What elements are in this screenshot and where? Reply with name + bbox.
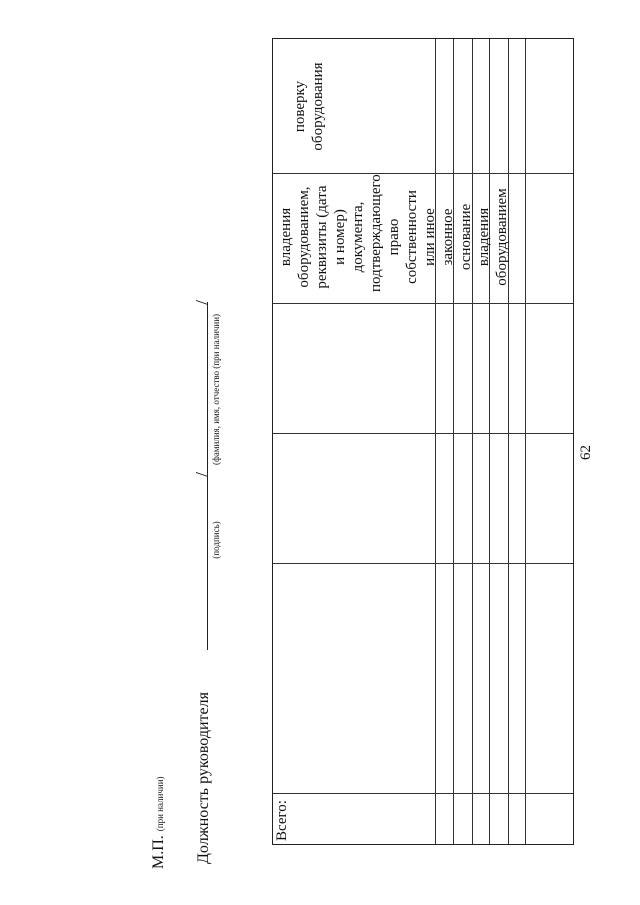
name-caption: (фамилия, имя, отчество (при наличии) bbox=[211, 313, 221, 466]
stamp-note: (при наличии) bbox=[155, 776, 165, 832]
table-col-divider bbox=[273, 433, 573, 434]
equipment-table bbox=[272, 38, 574, 845]
table-col-divider bbox=[273, 563, 573, 564]
table-row-divider bbox=[508, 39, 509, 844]
signature-caption: (подпись) bbox=[211, 521, 221, 559]
position-label: Должность руководителя bbox=[195, 692, 212, 864]
name-line bbox=[207, 302, 208, 477]
header-cell-verification: поверку оборудования bbox=[292, 62, 326, 151]
table-row-divider bbox=[489, 39, 490, 844]
table-row-divider bbox=[453, 39, 454, 844]
header-cell-ownership: владения оборудованием, реквизиты (дата и номер) документа, подтверждающего право собственности или иное законное основание владения оборудованием bbox=[278, 174, 510, 292]
total-label: Всего: bbox=[274, 800, 290, 841]
separator-slash-end: / bbox=[192, 299, 212, 305]
page-number: 62 bbox=[578, 445, 594, 460]
table-row-divider bbox=[435, 39, 436, 844]
stamp-placeholder bbox=[150, 776, 168, 869]
separator-slash: / bbox=[192, 471, 212, 477]
table-row-divider bbox=[472, 39, 473, 844]
table-row-divider bbox=[525, 39, 526, 844]
stamp-label: М.П. bbox=[150, 835, 167, 869]
table-col-divider bbox=[273, 303, 573, 304]
table-col-divider bbox=[273, 173, 573, 174]
table-col-divider bbox=[273, 793, 573, 794]
